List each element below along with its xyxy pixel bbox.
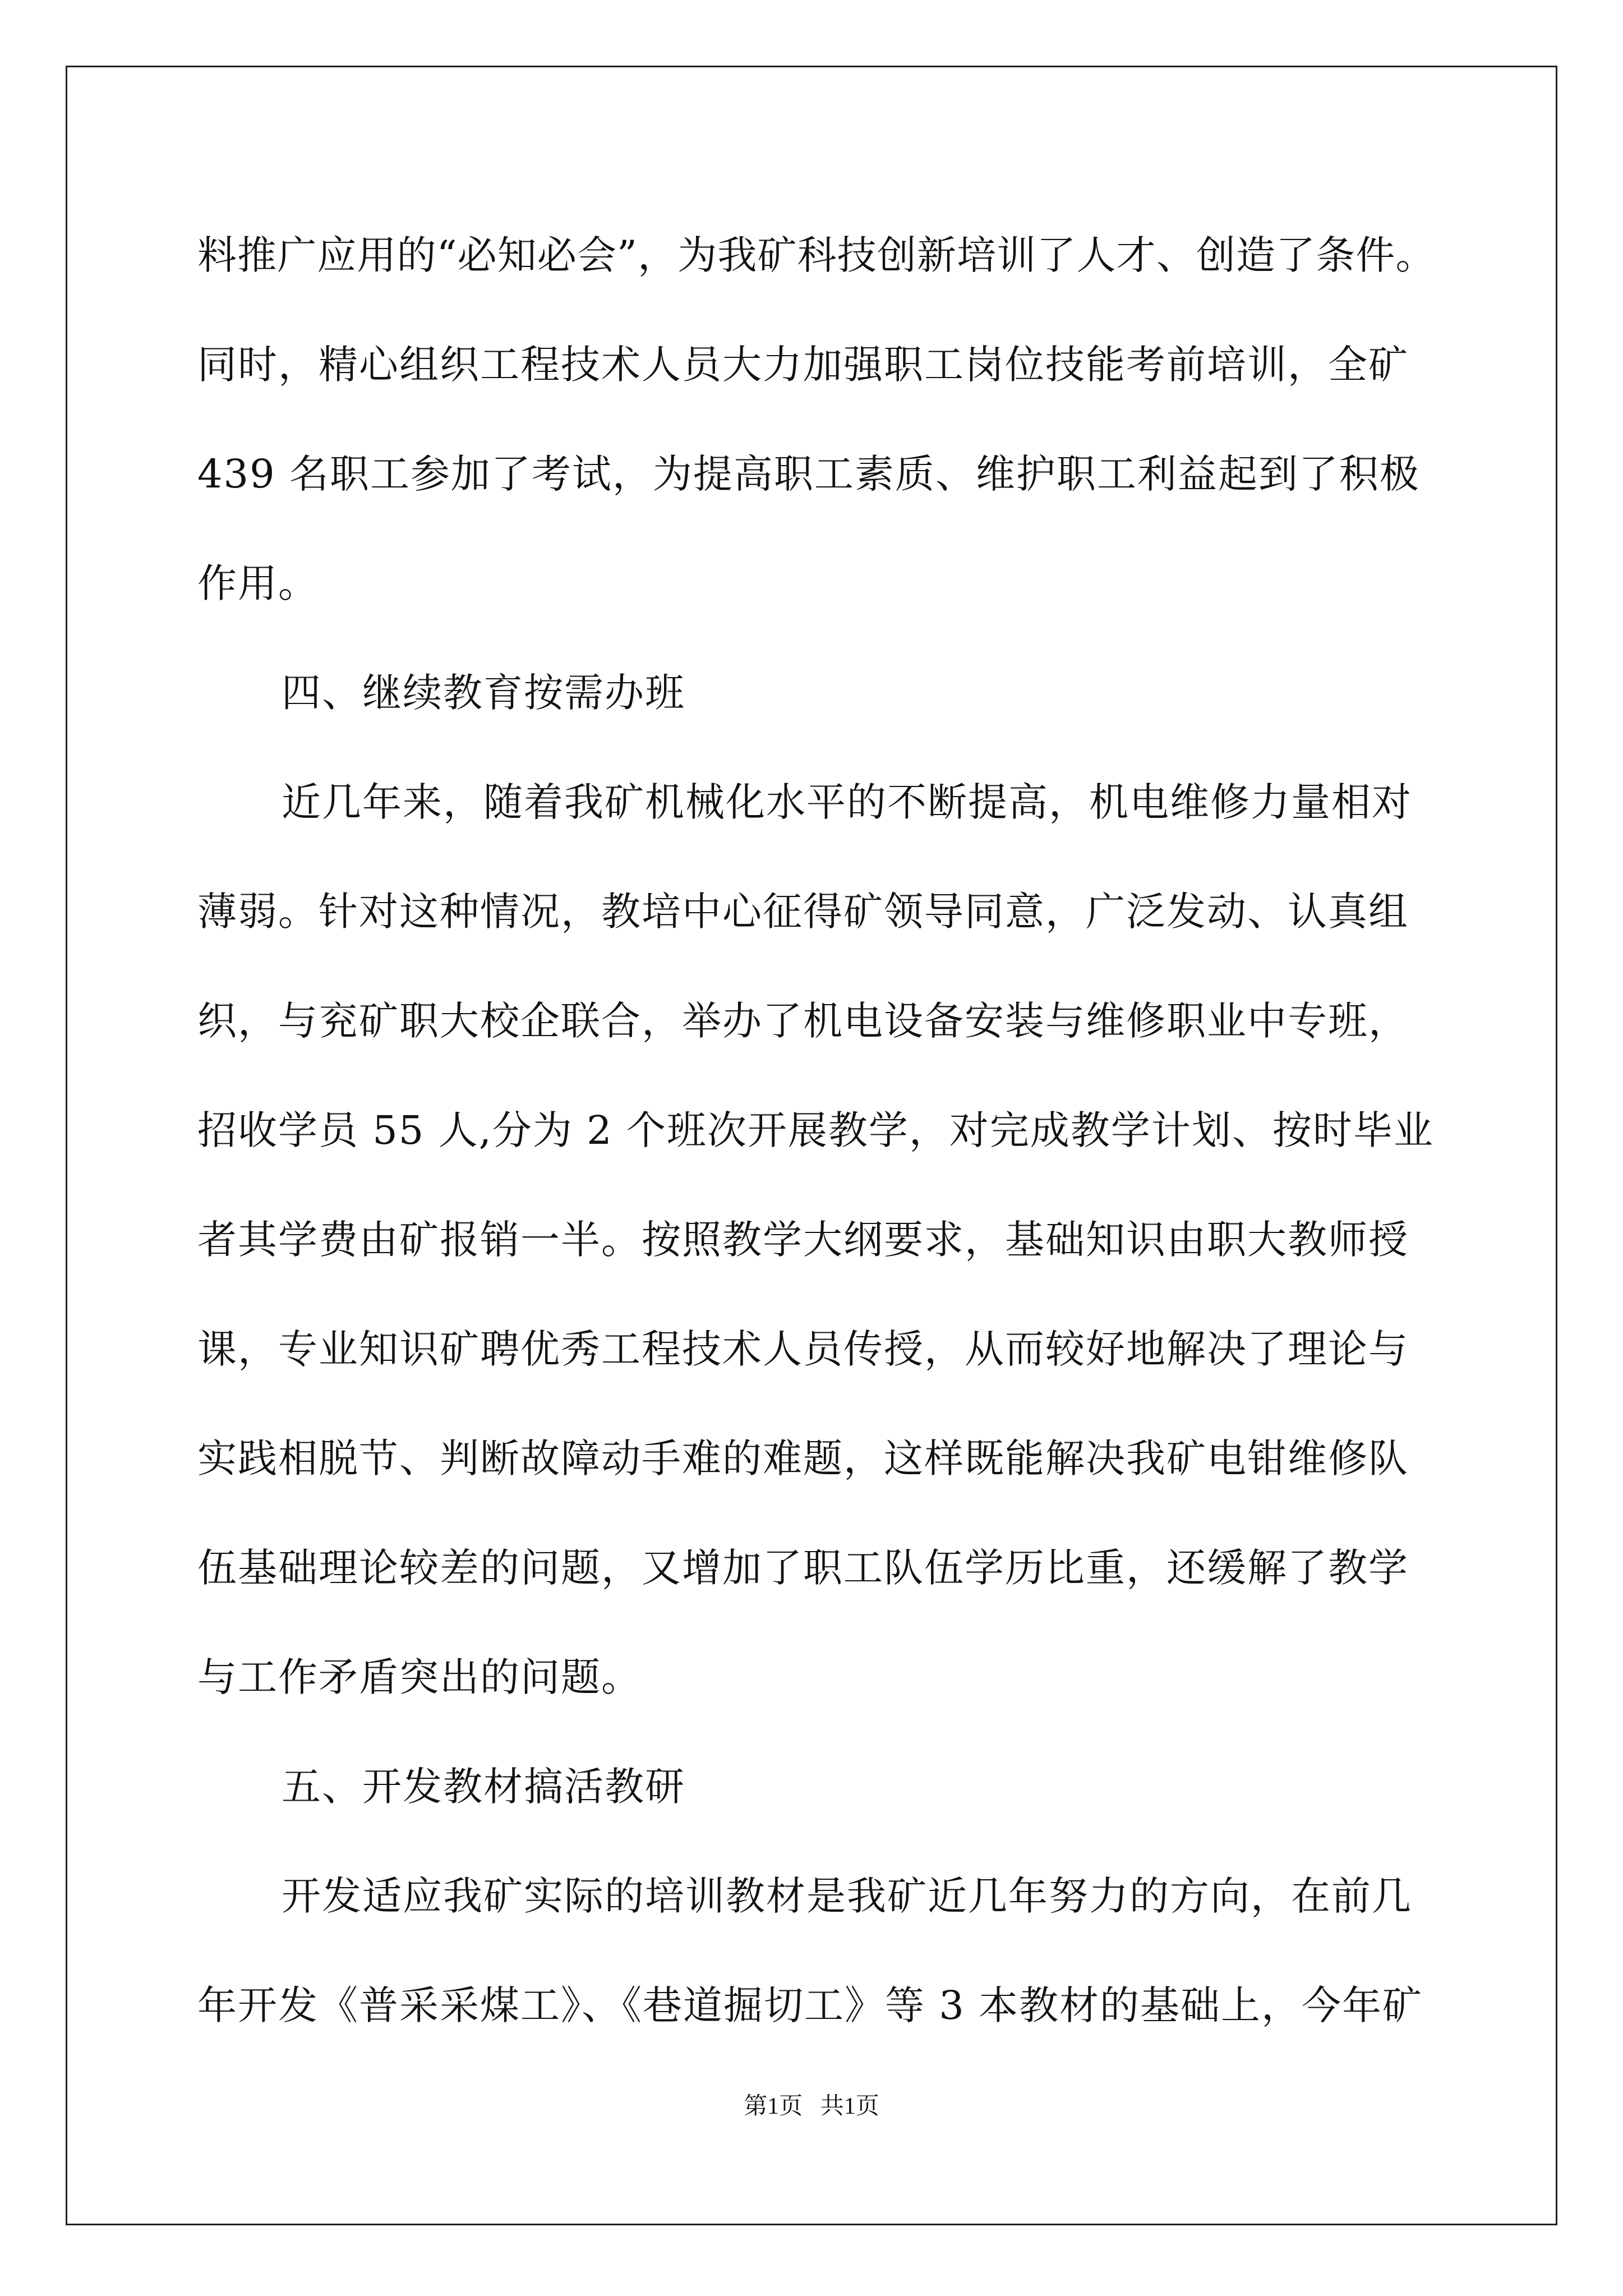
paragraph-line: 近几年来，随着我矿机械化水平的不断提高，机电维修力量相对 [282,779,1412,825]
paragraph-line: 439 名职工参加了考试，为提高职工素质、维护职工利益起到了积极 [197,451,1420,497]
paragraph-line: 课，专业知识矿聘优秀工程技术人员传授，从而较好地解决了理论与 [197,1326,1409,1372]
paragraph-line: 年开发《普采采煤工》、《巷道掘切工》等 3 本教材的基础上，今年矿 [197,1982,1423,2028]
section-heading: 四、继续教育按需办班 [282,670,685,716]
paragraph-line: 薄弱。针对这种情况，教培中心征得矿领导同意，广泛发动、认真组 [197,889,1409,935]
paragraph-line: 开发适应我矿实际的培训教材是我矿近几年努力的方向，在前几 [282,1873,1412,1919]
paragraph-line: 料推广应用的“必知必会”，为我矿科技创新培训了人才、创造了条件。 [197,232,1436,278]
paragraph-line: 招收学员 55 人,分为 2 个班次开展教学，对完成教学计划、按时毕业 [197,1107,1434,1153]
section-heading: 五、开发教材搞活教研 [282,1764,685,1810]
paragraph-line: 作用。 [197,560,319,606]
paragraph-line: 者其学费由矿报销一半。按照教学大纲要求，基础知识由职大教师授 [197,1217,1409,1263]
paragraph-line: 与工作矛盾突出的问题。 [197,1654,642,1700]
paragraph-line: 实践相脱节、判断故障动手难的难题，这样既能解决我矿电钳维修队 [197,1435,1409,1481]
page-number: 第1页 共1页 [744,2093,879,2119]
paragraph-line: 织，与兖矿职大校企联合，举办了机电设备安装与维修职业中专班， [197,998,1409,1044]
paragraph-line: 伍基础理论较差的问题，又增加了职工队伍学历比重，还缓解了教学 [197,1545,1409,1591]
paragraph-line: 同时，精心组织工程技术人员大力加强职工岗位技能考前培训，全矿 [197,342,1409,388]
